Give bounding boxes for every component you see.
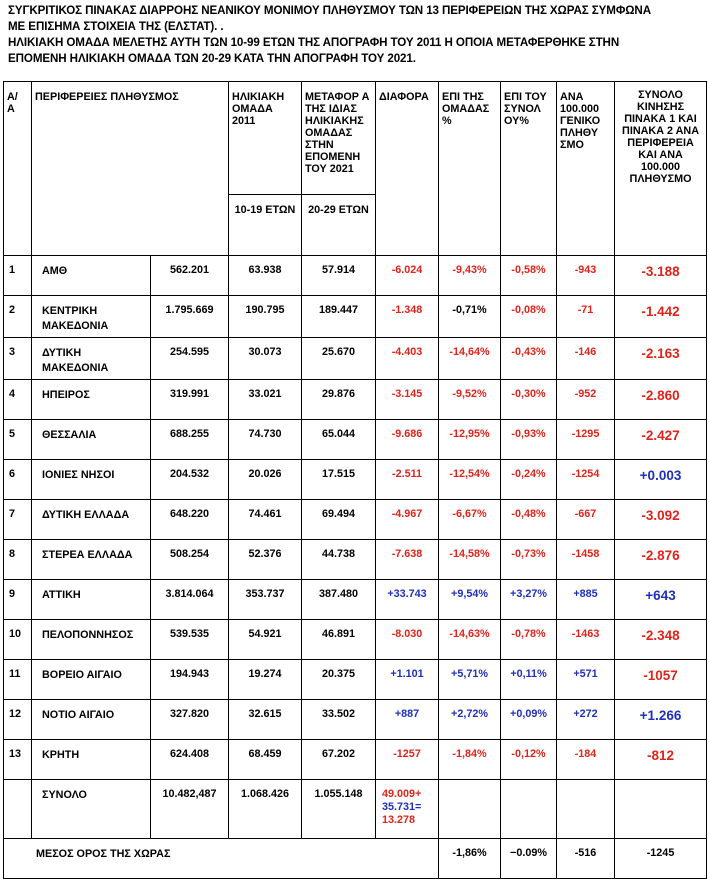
row-index: 12	[4, 700, 32, 740]
row-population: 562.201	[151, 256, 229, 296]
row-group-2011: 30.073	[229, 338, 302, 380]
row-per-100k: -184	[557, 740, 615, 780]
total-difference-line1: 49.009+	[382, 788, 422, 800]
row-total-movement: -2.876	[615, 540, 707, 580]
row-region: ΒΟΡΕΙΟ ΑΙΓΑΙΟ	[32, 660, 151, 700]
row-difference: -4.403	[376, 338, 439, 380]
row-pct-total: +0,11%	[501, 660, 557, 700]
row-per-100k: +885	[557, 580, 615, 620]
row-difference: -9.686	[376, 420, 439, 460]
row-pct-total: -0,43%	[501, 338, 557, 380]
row-total-movement: +643	[615, 580, 707, 620]
row-pct-group: -14,58%	[439, 540, 501, 580]
header-pct-total: ΕΠΙ ΤΟΥ ΣΥΝΟΛ ΟΥ%	[501, 82, 557, 256]
table-row	[4, 338, 707, 380]
row-total-movement: -812	[615, 740, 707, 780]
row-population: 194.943	[151, 660, 229, 700]
row-total-movement: -2.427	[615, 420, 707, 460]
row-difference: -1.348	[376, 296, 439, 338]
row-group-2021: 25.670	[302, 338, 376, 380]
row-total-movement: -3.188	[615, 256, 707, 296]
row-region: ΑΜΘ	[32, 256, 151, 296]
table-row	[4, 700, 707, 740]
row-pct-group: -12,95%	[439, 420, 501, 460]
header-index: Α/ Α	[4, 82, 32, 256]
row-group-2011: 68.459	[229, 740, 302, 780]
row-index: 7	[4, 500, 32, 540]
row-pct-total: -0,48%	[501, 500, 557, 540]
average-total-movement: -1245	[615, 839, 707, 879]
row-index: 13	[4, 740, 32, 780]
row-group-2021: 65.044	[302, 420, 376, 460]
row-group-2011: 20.026	[229, 460, 302, 500]
row-group-2011: 54.921	[229, 620, 302, 660]
row-index: 4	[4, 380, 32, 420]
row-pct-group: +9,54%	[439, 580, 501, 620]
row-group-2021: 17.515	[302, 460, 376, 500]
title-line-1: ΣΥΓΚΡΙΤΙΚΟΣ ΠΙΝΑΚΑΣ ΔΙΑΡΡΟΗΣ ΝΕΑΝΙΚΟΥ ΜΟΝΙΜΟΥ ΠΛΗΘΥΣΜΟΥ ΤΩΝ 13 ΠΕΡΙΦΕΡΕΙΩΝ ΤΗΣ ΧΩΡΑΣ ΣΥΜΦΩΝΑ	[8, 4, 651, 17]
total-difference-line3: 13.278	[382, 814, 416, 826]
row-group-2011: 74.730	[229, 420, 302, 460]
table-row-average	[4, 839, 707, 879]
total-population: 10.482,487	[151, 780, 229, 839]
row-pct-group: -9,43%	[439, 256, 501, 296]
row-group-2021: 33.502	[302, 700, 376, 740]
row-population: 539.535	[151, 620, 229, 660]
row-pct-total: +3,27%	[501, 580, 557, 620]
row-group-2011: 353.737	[229, 580, 302, 620]
row-total-movement: -3.092	[615, 500, 707, 540]
row-pct-total: -0,12%	[501, 740, 557, 780]
row-region: ΚΕΝΤΡΙΚΗ ΜΑΚΕΔΟΝΙΑ	[32, 296, 151, 338]
row-pct-group: -0,71%	[439, 296, 501, 338]
row-pct-total: -0,30%	[501, 380, 557, 420]
row-per-100k: -1463	[557, 620, 615, 660]
header-group-2011: ΗΛΙΚΙΑΚΗ ΟΜΑΔΑ 2011	[229, 82, 302, 195]
row-difference: -2.511	[376, 460, 439, 500]
row-group-2021: 189.447	[302, 296, 376, 338]
row-region: ΔΥΤΙΚΗ ΜΑΚΕΔΟΝΙΑ	[32, 338, 151, 380]
row-pct-group: +5,71%	[439, 660, 501, 700]
row-index: 8	[4, 540, 32, 580]
row-group-2021: 387.480	[302, 580, 376, 620]
row-difference: +33.743	[376, 580, 439, 620]
table-row	[4, 296, 707, 338]
row-index: 6	[4, 460, 32, 500]
row-difference: -4.967	[376, 500, 439, 540]
row-per-100k: +571	[557, 660, 615, 700]
header-per-100k: ΑΝΑ 100.000 ΓΕΝΙΚΟ ΠΛΗΘΥ ΣΜΟ	[557, 82, 615, 256]
row-population: 3.814.064	[151, 580, 229, 620]
title-line-2: ΜΕ ΕΠΙΣΗΜΑ ΣΤΟΙΧΕΙΑ ΤΗΣ (ΕΛΣΤΑΤ). .	[8, 20, 224, 33]
row-region: ΔΥΤΙΚΗ ΕΛΛΑΔΑ	[32, 500, 151, 540]
row-group-2011: 63.938	[229, 256, 302, 296]
row-index: 3	[4, 338, 32, 380]
row-pct-group: -6,67%	[439, 500, 501, 540]
table-row-total	[4, 780, 707, 839]
row-pct-total: -0,24%	[501, 460, 557, 500]
average-pct-total: −0.09%	[501, 839, 557, 879]
row-region: ΗΠΕΙΡΟΣ	[32, 380, 151, 420]
row-pct-total: -0,08%	[501, 296, 557, 338]
average-label: ΜΕΣΟΣ ΟΡΟΣ ΤΗΣ ΧΩΡΑΣ	[4, 839, 439, 879]
total-pct-total	[501, 780, 557, 839]
row-pct-group: -1,84%	[439, 740, 501, 780]
row-pct-group: -14,63%	[439, 620, 501, 660]
row-per-100k: -71	[557, 296, 615, 338]
header-sub-2021: 20-29 ΕΤΩΝ	[302, 195, 376, 256]
row-total-movement: -2.860	[615, 380, 707, 420]
row-pct-total: -0,78%	[501, 620, 557, 660]
row-per-100k: -1295	[557, 420, 615, 460]
row-population: 1.795.669	[151, 296, 229, 338]
total-group-2021: 1.055.148	[302, 780, 376, 839]
row-region: ΣΤΕΡΕΑ ΕΛΛΑΔΑ	[32, 540, 151, 580]
row-total-movement: -1057	[615, 660, 707, 700]
row-population: 204.532	[151, 460, 229, 500]
row-per-100k: -952	[557, 380, 615, 420]
row-pct-group: -12,54%	[439, 460, 501, 500]
row-population: 254.595	[151, 338, 229, 380]
row-index: 10	[4, 620, 32, 660]
table-row	[4, 380, 707, 420]
header-sub-2011: 10-19 ΕΤΩΝ	[229, 195, 302, 256]
row-region: ΚΡΗΤΗ	[32, 740, 151, 780]
row-group-2011: 52.376	[229, 540, 302, 580]
row-population: 319.991	[151, 380, 229, 420]
row-pct-group: -9,52%	[439, 380, 501, 420]
row-total-movement: +1.266	[615, 700, 707, 740]
total-difference-line2: 35.731=	[382, 801, 422, 813]
table-row	[4, 740, 707, 780]
row-difference: -8.030	[376, 620, 439, 660]
table-row	[4, 540, 707, 580]
row-per-100k: -1458	[557, 540, 615, 580]
row-group-2021: 46.891	[302, 620, 376, 660]
total-index	[4, 780, 32, 839]
header-pct-group: ΕΠΙ ΤΗΣ ΟΜΑΔΑΣ %	[439, 82, 501, 256]
row-pct-total: -0,93%	[501, 420, 557, 460]
row-difference: +887	[376, 700, 439, 740]
total-group-2011: 1.068.426	[229, 780, 302, 839]
row-total-movement: -2.348	[615, 620, 707, 660]
row-difference: -1257	[376, 740, 439, 780]
header-difference: ΔΙΑΦΟΡΑ	[376, 82, 439, 256]
row-group-2021: 69.494	[302, 500, 376, 540]
title-line-3: ΗΛΙΚΙΑΚΗ ΟΜΑΔΑ ΜΕΛΕΤΗΣ ΑΥΤΗ ΤΩΝ 10-99 ΕΤΩΝ ΤΗΣ ΑΠΟΓΡΑΦΗ ΤΟΥ 2011 Η ΟΠΟΙΑ ΜΕΤΑΦΕΡΘΗΚΕ ΣΤΗΝ	[8, 36, 620, 49]
row-region: ΙΟΝΙΕΣ ΝΗΣΟΙ	[32, 460, 151, 500]
table-row	[4, 620, 707, 660]
row-group-2011: 33.021	[229, 380, 302, 420]
row-population: 624.408	[151, 740, 229, 780]
table-row	[4, 660, 707, 700]
row-total-movement: -1.442	[615, 296, 707, 338]
row-index: 11	[4, 660, 32, 700]
row-pct-group: -14,64%	[439, 338, 501, 380]
total-movement	[615, 780, 707, 839]
row-index: 5	[4, 420, 32, 460]
row-region: ΑΤΤΙΚΗ	[32, 580, 151, 620]
total-difference	[376, 780, 439, 839]
row-total-movement: +0.003	[615, 460, 707, 500]
row-group-2011: 74.461	[229, 500, 302, 540]
average-per-100k: -516	[557, 839, 615, 879]
row-group-2021: 57.914	[302, 256, 376, 296]
row-index: 2	[4, 296, 32, 338]
row-pct-total: -0,58%	[501, 256, 557, 296]
row-group-2011: 190.795	[229, 296, 302, 338]
table-row	[4, 460, 707, 500]
table-row	[4, 420, 707, 460]
row-per-100k: -146	[557, 338, 615, 380]
title-line-4: ΕΠΟΜΕΝΗ ΗΛΙΚΙΑΚΗ ΟΜΑΔΑ ΤΩΝ 20-29 ΚΑΤΑ ΤΗΝ ΑΠΟΓΡΑΦΗ ΤΟΥ 2021.	[8, 52, 416, 65]
row-population: 688.255	[151, 420, 229, 460]
header-regions: ΠΕΡΙΦΕΡΕΙΕΣ ΠΛΗΘΥΣΜΟΣ	[32, 82, 229, 256]
row-per-100k: -943	[557, 256, 615, 296]
table-row	[4, 256, 707, 296]
table-row	[4, 580, 707, 620]
row-difference: -3.145	[376, 380, 439, 420]
row-population: 327.820	[151, 700, 229, 740]
row-per-100k: +272	[557, 700, 615, 740]
row-group-2021: 44.738	[302, 540, 376, 580]
row-population: 508.254	[151, 540, 229, 580]
total-pct-group	[439, 780, 501, 839]
population-table	[3, 81, 707, 879]
row-group-2021: 20.375	[302, 660, 376, 700]
row-pct-total: +0,09%	[501, 700, 557, 740]
row-pct-total: -0,73%	[501, 540, 557, 580]
row-per-100k: -667	[557, 500, 615, 540]
row-group-2021: 29.876	[302, 380, 376, 420]
row-group-2021: 67.202	[302, 740, 376, 780]
row-index: 1	[4, 256, 32, 296]
row-total-movement: -2.163	[615, 338, 707, 380]
average-pct-group: -1,86%	[439, 839, 501, 879]
row-group-2011: 19.274	[229, 660, 302, 700]
row-difference: -7.638	[376, 540, 439, 580]
row-region: ΝΟΤΙΟ ΑΙΓΑΙΟ	[32, 700, 151, 740]
row-difference: -6.024	[376, 256, 439, 296]
total-per-100k	[557, 780, 615, 839]
row-population: 648.220	[151, 500, 229, 540]
row-region: ΘΕΣΣΑΛΙΑ	[32, 420, 151, 460]
row-group-2011: 32.615	[229, 700, 302, 740]
row-pct-group: +2,72%	[439, 700, 501, 740]
total-label: ΣΥΝΟΛΟ	[32, 780, 151, 839]
row-index: 9	[4, 580, 32, 620]
table-row	[4, 500, 707, 540]
header-total-movement: ΣΥΝΟΛΟ ΚΙΝΗΣΗΣ ΠΙΝΑΚΑ 1 ΚΑΙ ΠΙΝΑΚΑ 2 ΑΝΑ ΠΕΡΙΦΕΡΕΙΑ ΚΑΙ ΑΝΑ 100.000 ΠΛΗΘΥΣΜΟ	[615, 82, 707, 256]
header-moved-group: ΜΕΤΑΦΟΡ Α ΤΗΣ ΙΔΙΑΣ ΗΛΙΚΙΑΚΗΣ ΟΜΑΔΑΣ ΣΤΗΝ ΕΠΟΜΕΝΗ ΤΟΥ 2021	[302, 82, 376, 195]
row-difference: +1.101	[376, 660, 439, 700]
table-title	[8, 3, 703, 67]
row-per-100k: -1254	[557, 460, 615, 500]
row-region: ΠΕΛΟΠΟΝΝΗΣΟΣ	[32, 620, 151, 660]
